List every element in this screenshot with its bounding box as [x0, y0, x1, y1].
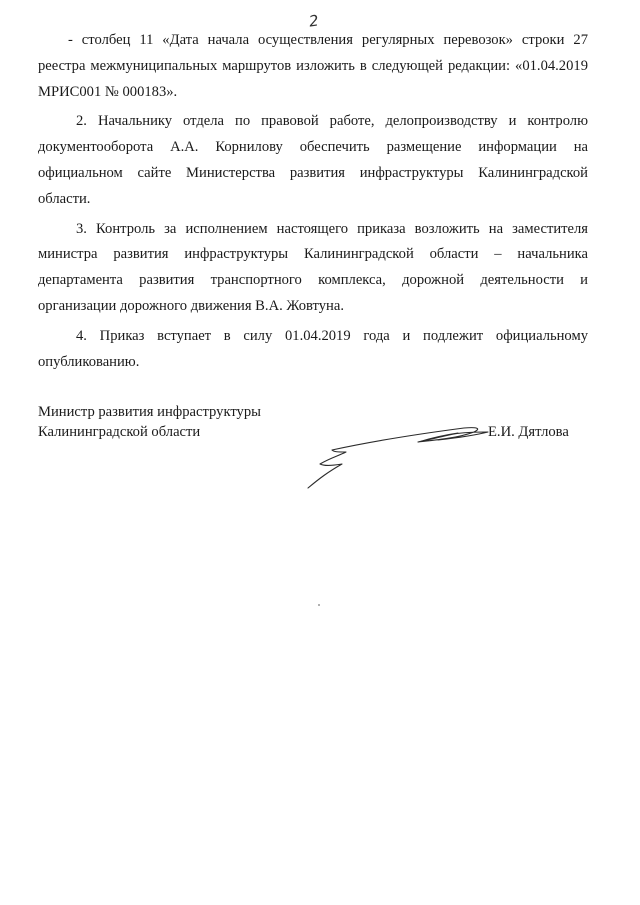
paragraph-item-2: 2. Начальнику отдела по правовой работе, делопроизводству и контролю документооборота А.А. Корнилову обеспечить размещение информации на официальном сайте Министерства развития инфраструктуры Калининградской области. — [38, 113, 588, 207]
signatory-position-line1: Министр развития инфраструктуры — [38, 404, 261, 420]
scan-speck — [318, 604, 320, 606]
signatory-name: Е.И. Дятлова — [488, 424, 569, 440]
handwritten-signature — [268, 412, 498, 492]
document-body — [38, 28, 588, 375]
signatory-position-line2: Калининградской области — [38, 424, 201, 440]
paragraph-column-11-amendment: - столбец 11 «Дата начала осуществления регулярных перевозок» строки 27 реестра межмуниципальных маршрутов изложить в следующей редакции: «01.04.2019 МРИС001 № 000183». — [38, 32, 588, 100]
handwritten-page-number: 2 — [307, 11, 320, 31]
signature-block — [38, 402, 598, 492]
paragraph-item-4: 4. Приказ вступает в силу 01.04.2019 года и подлежит официальному опубликованию. — [38, 327, 588, 370]
paragraph-item-3: 3. Контроль за исполнением настоящего приказа возложить на заместителя министра развития инфраструктуры Калининградской области – начальника департамента развития транспортного комплекса, дорожной деятельности и организации дорожного движения В.А. Жовтуна. — [38, 220, 588, 314]
